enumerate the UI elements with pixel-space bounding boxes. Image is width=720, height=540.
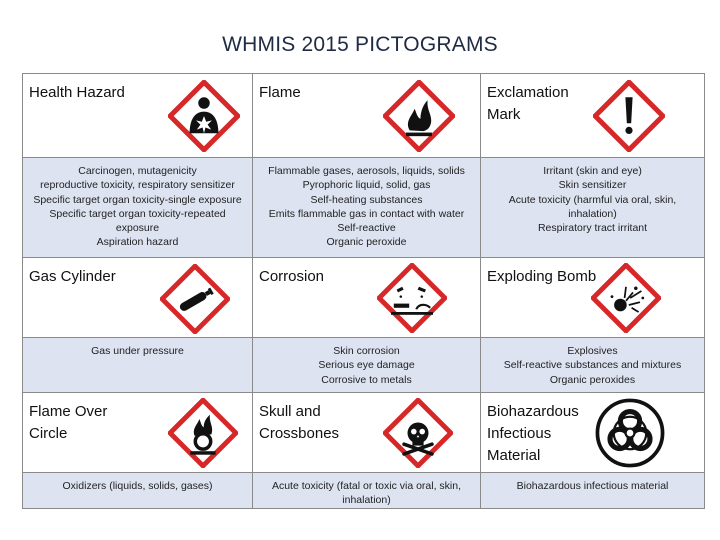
gas-cylinder-cell: [23, 258, 253, 338]
skull-and-crossbones-description: [253, 473, 481, 509]
description-line: Oxidizers (liquids, solids, gases): [62, 480, 213, 492]
pictogram-name: Corrosion: [259, 268, 325, 285]
description-line: Organic peroxide: [326, 236, 407, 249]
page-title: WHMIS 2015 PICTOGRAMS: [222, 33, 498, 56]
corrosion-icon: [377, 263, 447, 333]
description-line: Aspiration hazard: [96, 236, 179, 249]
description-line: Biohazardous infectious material: [516, 480, 669, 492]
description-line: Explosives: [567, 345, 618, 357]
description-line: Specific target organ toxicity-single exposure: [33, 193, 242, 206]
pictogram-table: [22, 73, 705, 509]
pictogram-row: [23, 393, 705, 473]
description-line: Irritant (skin and eye): [543, 165, 642, 177]
gas-cylinder-icon: [160, 264, 230, 334]
flame-over-circle-icon: [168, 398, 238, 468]
exclamation-mark-description: [481, 158, 705, 258]
description-line: Carcinogen, mutagenicity: [78, 165, 197, 177]
description-row: [23, 338, 705, 393]
description-line: inhalation): [568, 207, 617, 220]
health-hazard-icon: [168, 80, 240, 152]
description-row: [23, 158, 705, 258]
description-line: Respiratory tract irritant: [537, 222, 648, 235]
pictogram-row: [23, 258, 705, 338]
pictogram-name: Gas Cylinder: [29, 268, 116, 285]
description-line: Organic peroxides: [549, 373, 636, 386]
pictogram-row: [23, 74, 705, 158]
pictogram-name: Health Hazard: [29, 84, 125, 101]
description-line: Skin sensitizer: [558, 179, 627, 192]
description-line: reproductive toxicity, respiratory sensitizer: [40, 179, 235, 192]
health-hazard-cell: [23, 74, 253, 158]
biohazard-description: [481, 473, 705, 509]
corrosion-description: [253, 338, 481, 393]
skull-and-crossbones-cell: [253, 393, 481, 473]
exploding-bomb-description: [481, 338, 705, 393]
flame-over-circle-cell: [23, 393, 253, 473]
description-line: inhalation): [342, 494, 391, 507]
pictogram-name: Biohazardous Infectious Material: [487, 403, 579, 464]
flame-icon: [383, 80, 455, 152]
pictogram-name: Flame: [259, 84, 301, 101]
exploding-bomb-cell: [481, 258, 705, 338]
biohazard-cell: [481, 393, 705, 473]
flame-over-circle-description: [23, 473, 253, 509]
description-line: Serious eye damage: [318, 359, 415, 372]
pictogram-name: Exclamation Mark: [487, 84, 569, 123]
corrosion-cell: [253, 258, 481, 338]
biohazard-icon: [593, 396, 667, 470]
description-line: Pyrophoric liquid, solid, gas: [302, 179, 431, 192]
skull-and-crossbones-icon: [383, 398, 453, 468]
description-line: Self-reactive substances and mixtures: [503, 359, 682, 372]
pictogram-name: Skull and Crossbones: [259, 403, 340, 442]
exclamation-mark-icon: [593, 80, 665, 152]
gas-cylinder-description: [23, 338, 253, 393]
exclamation-mark-cell: [481, 74, 705, 158]
description-line: Emits flammable gas in contact with water: [268, 207, 465, 220]
flame-cell: [253, 74, 481, 158]
description-line: Corrosive to metals: [321, 373, 412, 386]
description-line: Skin corrosion: [333, 345, 400, 357]
flame-description: [253, 158, 481, 258]
description-line: Flammable gases, aerosols, liquids, solids: [268, 165, 465, 177]
description-line: Acute toxicity (harmful via oral, skin,: [508, 193, 677, 206]
description-line: Self-heating substances: [310, 193, 423, 206]
description-row: [23, 473, 705, 509]
description-line: Self-reactive: [337, 222, 396, 235]
exploding-bomb-icon: [591, 263, 661, 333]
pictogram-name: Flame Over Circle: [29, 403, 108, 442]
health-hazard-description: [23, 158, 253, 258]
description-line: exposure: [115, 222, 160, 235]
description-line: Acute toxicity (fatal or toxic via oral, skin,: [271, 480, 462, 492]
description-line: Gas under pressure: [91, 345, 184, 357]
pictogram-name: Exploding Bomb: [487, 268, 597, 285]
description-line: Specific target organ toxicity-repeated: [49, 207, 226, 220]
